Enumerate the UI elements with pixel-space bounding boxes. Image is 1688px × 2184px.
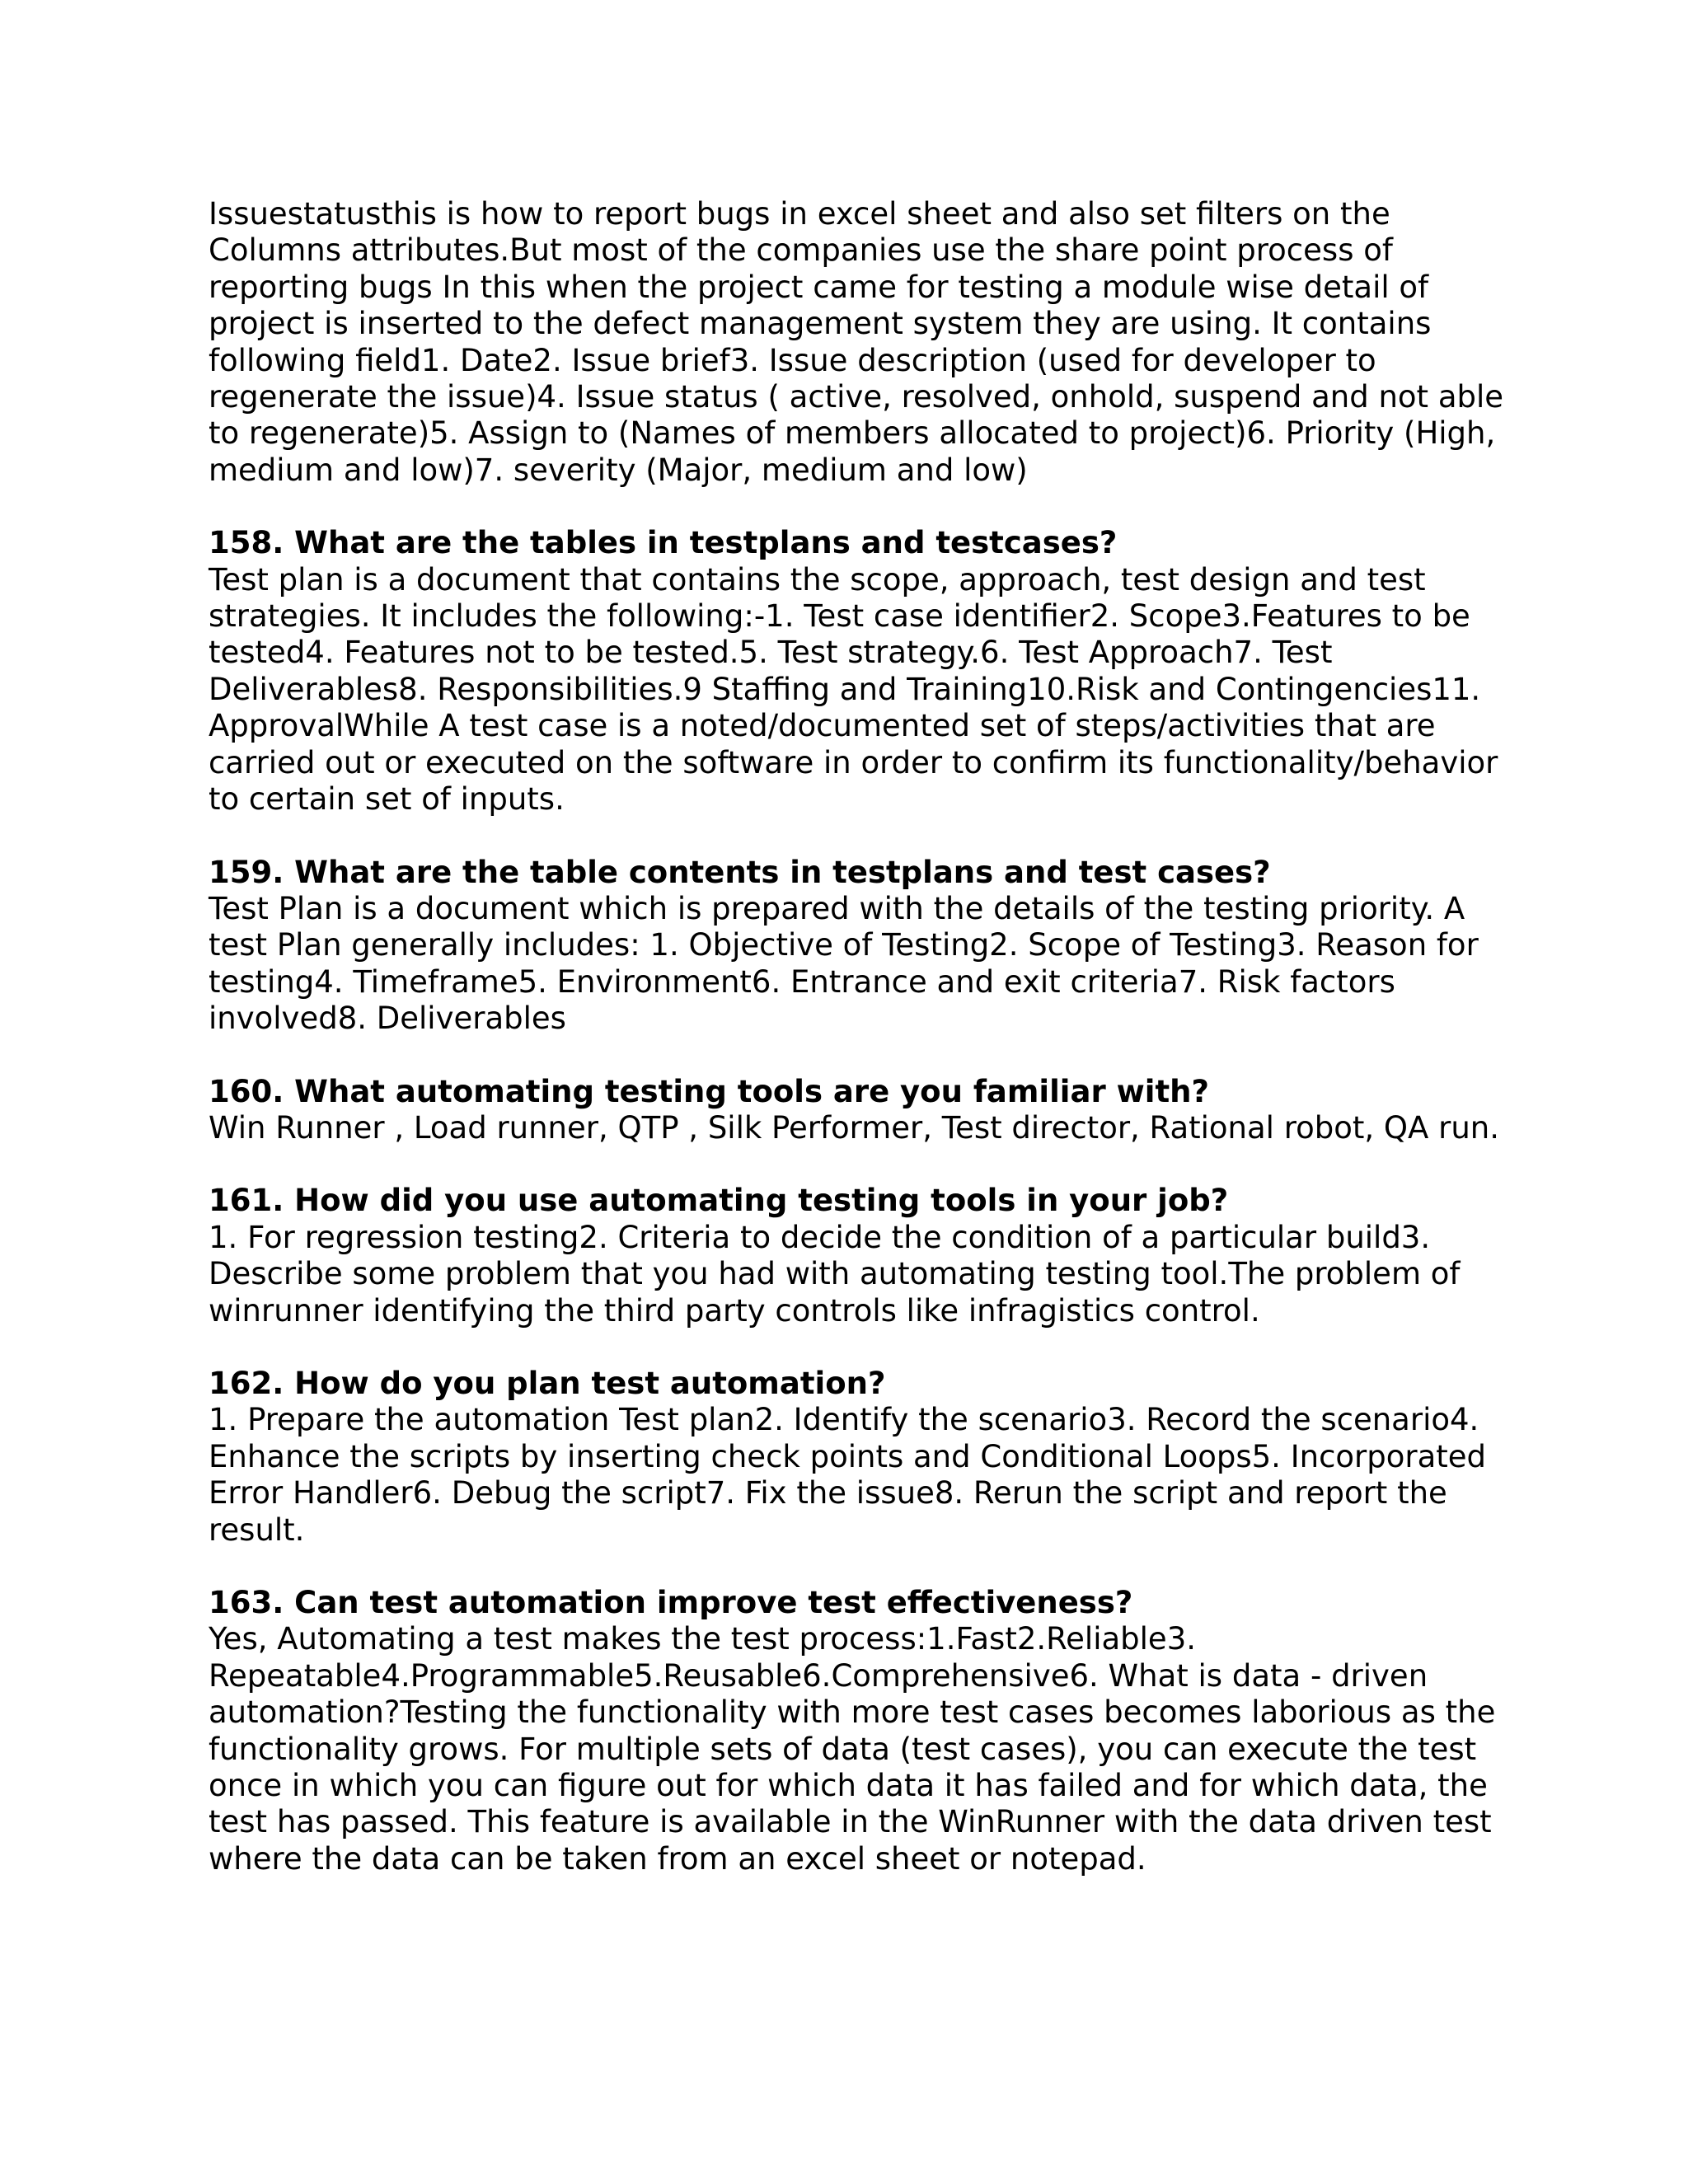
answer-paragraph: Test Plan is a document which is prepared with the details of the testing priority. A test Plan generally includes: 1. Objective of Testing2. Scope of Testing3. Reason for testing4. Timeframe5. Environment6. Entrance and exit criteria7. Risk factors involved8. Deliverables — [209, 890, 1479, 1037]
answer-paragraph: Test plan is a document that contains the scope, approach, test design and test strategies. It includes the following:-1. Test case identifier2. Scope3.Features to be tested4. Features not to be tested.5. Test strategy.6. Test Approach7. Test Deliverables8. Responsibilities.9 Staffing and Training10.Risk and Contingencies11. ApprovalWhile A test case is a noted/documented set of steps/activities that are carried out or executed on the software in order to confirm its functionality/behavior to certain set of inputs. — [209, 561, 1498, 818]
intro-paragraph: Issuestatusthis is how to report bugs in excel sheet and also set filters on the Columns attributes.But most of the companies use the share point process of reporting bugs In this when the project came for testing a module wise detail of project is inserted to the defect management system they are using. It contains following field1. Date2. Issue brief3. Issue description (used for developer to regenerate the issue)4. Issue status ( active, resolved, onhold, suspend and not able to regenerate)5. Assign to (Names of members allocated to project)6. Priority (High, medium and low)7. severity (Major, medium and low) — [209, 196, 1504, 488]
qa-section-160 — [209, 1074, 1519, 1147]
answer-paragraph: 1. For regression testing2. Criteria to decide the condition of a particular build3. Describe some problem that you had with automating testing tool.The problem of winrunner identifying the third party controls like infragistics control. — [209, 1219, 1461, 1329]
qa-section-158 — [209, 525, 1519, 818]
question-heading: 163. Can test automation improve test effectiveness? — [209, 1585, 1133, 1620]
qa-section-159 — [209, 855, 1519, 1038]
question-heading: 160. What automating testing tools are you familiar with? — [209, 1073, 1209, 1109]
answer-paragraph: Win Runner , Load runner, QTP , Silk Performer, Test director, Rational robot, QA run. — [209, 1109, 1499, 1146]
qa-section-161 — [209, 1183, 1519, 1329]
question-heading: 159. What are the table contents in testplans and test cases? — [209, 854, 1271, 890]
question-heading: 161. How did you use automating testing tools in your job? — [209, 1183, 1229, 1219]
question-heading: 162. How do you plan test automation? — [209, 1365, 886, 1401]
document-page — [209, 196, 1519, 1877]
answer-paragraph: 1. Prepare the automation Test plan2. Identify the scenario3. Record the scenario4. Enhance the scripts by inserting check points and Conditional Loops5. Incorporated Error Handler6. Debug the script7. Fix the issue8. Rerun the script and report the result. — [209, 1402, 1487, 1548]
question-heading: 158. What are the tables in testplans and testcases? — [209, 525, 1118, 561]
qa-section-163 — [209, 1585, 1519, 1877]
qa-section-162 — [209, 1366, 1519, 1549]
answer-paragraph: Yes, Automating a test makes the test process:1.Fast2.Reliable3. Repeatable4.Programmable5.Reusable6.Comprehensive6. What is data - driven automation?Testing the functionality with more test cases becomes laborious as the functionality grows. For multiple sets of data (test cases), you can execute the test once in which you can figure out for which data it has failed and for which data, the test has passed. This feature is available in the WinRunner with the data driven test where the data can be taken from an excel sheet or notepad. — [209, 1621, 1496, 1877]
